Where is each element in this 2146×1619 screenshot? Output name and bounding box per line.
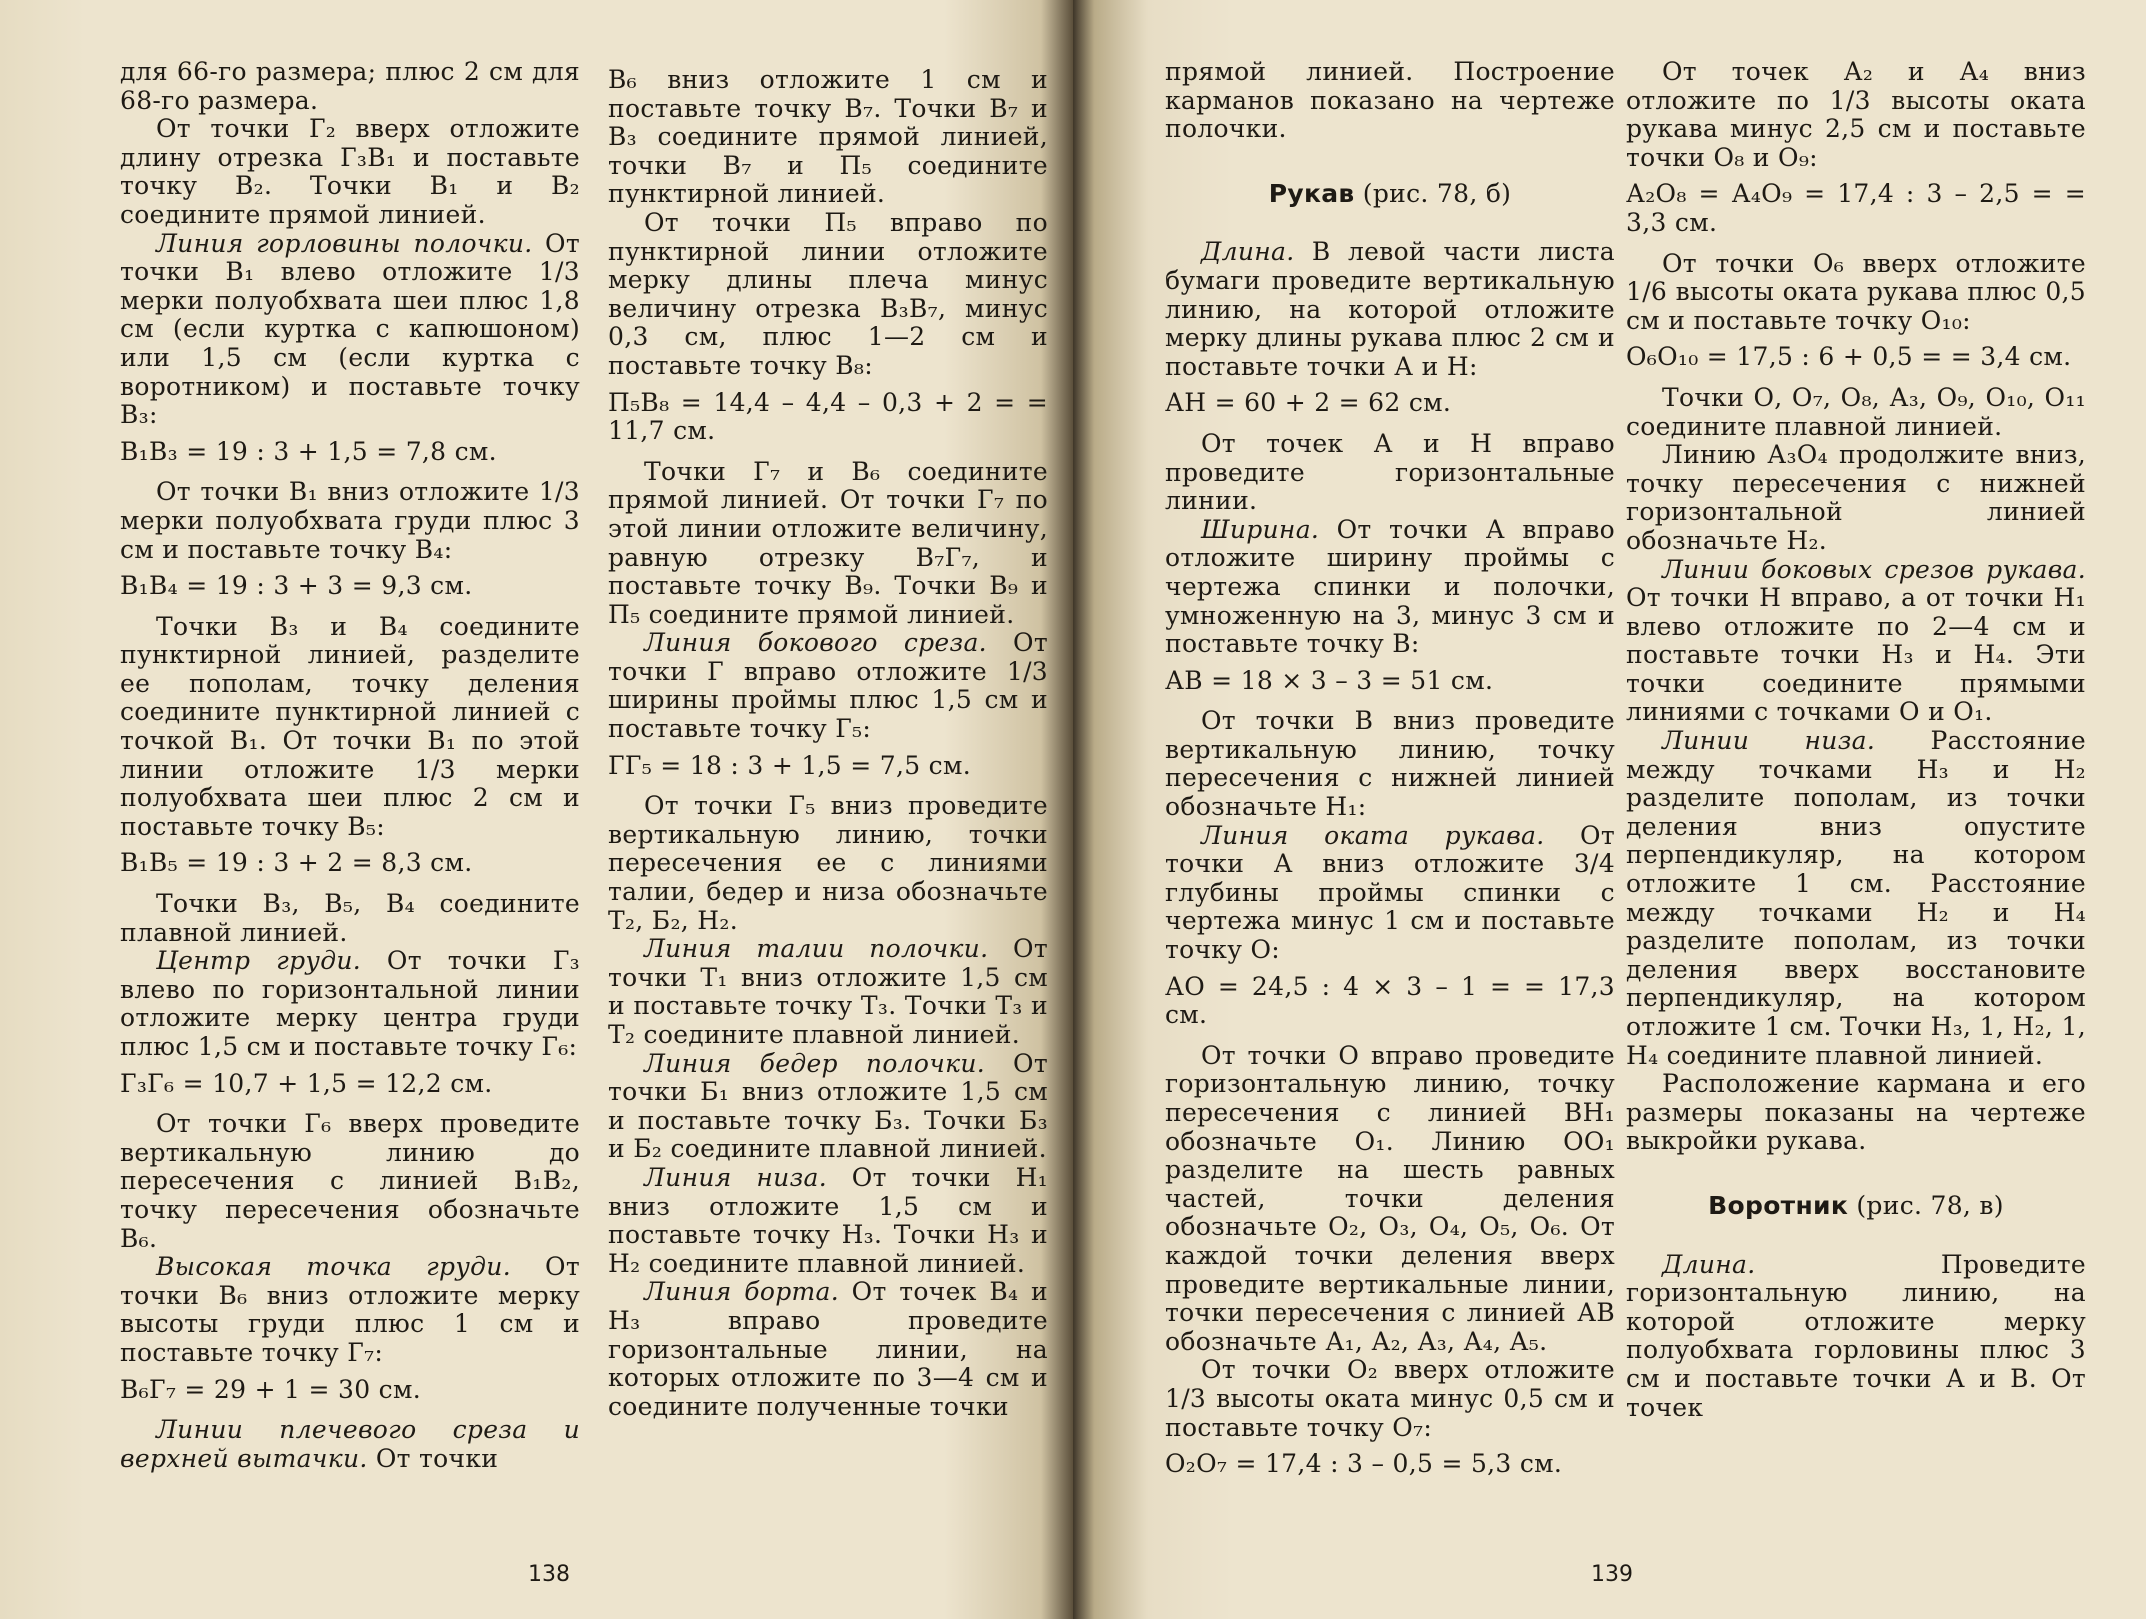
paragraph-text: АО = 24,5 : 4 × 3 – 1 = = 17,3 см. (1165, 971, 1615, 1030)
paragraph-text: (рис. 78, б) (1354, 178, 1512, 208)
paragraph-text: От точки Г₅ вниз проведите вертикальную линию, точки пересечения ее с линиями талии, бедер и низа обозначьте Т₂, Б₂, Н₂. (608, 791, 1048, 935)
paragraph-text: А₂О₈ = А₄О₉ = 17,4 : 3 – 2,5 = = 3,3 см. (1626, 179, 2086, 237)
paragraph-text: От точки О₂ вверх отложите 1/3 высоты оката минус 0,5 см и поставьте точку О₇: (1165, 1355, 1615, 1442)
paragraph (120, 58, 580, 115)
paragraph-text: От точки В вниз проведите вертикальную линию, точку пересечения с нижней линией обозначьте Н₁: (1165, 706, 1615, 822)
paragraph (1626, 727, 2086, 1070)
paragraph (1165, 430, 1615, 516)
paragraph-lead: Линия низа. (644, 1162, 827, 1192)
paragraph (608, 629, 1048, 743)
paragraph-text: От точки Б₁ вниз отложите 1,5 см и поставьте точку Б₃. Точки Б₃ и Б₂ соедините плавной линией. (608, 1048, 1048, 1164)
paragraph (608, 1164, 1048, 1278)
paragraph (608, 458, 1048, 630)
paragraph-lead: Линия оката рукава. (1201, 820, 1545, 850)
paragraph (120, 115, 580, 229)
paragraph-text: От точки А вправо отложите ширину проймы с чертежа спинки и полочки, умноженную на 3, минус 3 см и поставьте точку В: (1165, 514, 1615, 659)
paragraph-text: В₆ вниз отложите 1 см и поставьте точку В₇. Точки В₇ и В₃ соедините прямой линией, точки В₇ и П₅ соедините пунктирной линией. (608, 65, 1048, 209)
paragraph (120, 890, 580, 947)
paragraph-text: Точки Г₇ и В₆ соедините прямой линией. От точки Г₇ по этой линии отложите величину, равную отрезку В₇Г₇, и поставьте точку В₉. Точки В₉ и П₅ соедините прямой линией. (608, 456, 1048, 629)
paragraph-text: От точки (367, 1443, 499, 1473)
paragraph (1626, 1251, 2086, 1423)
paragraph-text: От точки О₆ вверх отложите 1/6 высоты оката рукава плюс 0,5 см и поставьте точку О₁₀: (1626, 248, 2086, 335)
paragraph-text: АН = 60 + 2 = 62 см. (1165, 388, 1452, 418)
paragraph (1626, 58, 2086, 172)
paragraph (608, 1050, 1048, 1164)
paragraph (1165, 1042, 1615, 1357)
left-page-column-1 (120, 58, 580, 1473)
paragraph-lead: Линии боковых срезов рукава. (1662, 554, 2086, 584)
paragraph-text: В левой части листа бумаги проведите вертикальную линию, на которой отложите мерку длины рукава плюс 2 см и поставьте точки А и Н: (1165, 237, 1615, 381)
paragraph (608, 209, 1048, 381)
paragraph-text: От точки В₁ вниз отложите 1/3 мерки полуобхвата груди плюс 3 см и поставьте точку В₄: (120, 477, 580, 564)
paragraph-text: Проведите горизонтальную линию, на которой отложите мерку полуобхвата горловины плюс 3 см и поставьте точки А и В. От точек (1626, 1249, 2086, 1422)
paragraph-text: Точки О, О₇, О₈, А₃, О₉, О₁₀, О₁₁ соедините плавной линией. (1626, 382, 2086, 441)
paragraph-text: Точки В₃, В₅, В₄ соедините плавной линией. (120, 889, 580, 947)
paragraph-text: От точек А и Н вправо проведите горизонтальные линии. (1165, 428, 1615, 516)
paragraph-text: О₆О₁₀ = 17,5 : 6 + 0,5 = = 3,4 см. (1626, 342, 2072, 372)
paragraph-text: От точек А₂ и А₄ вниз отложите по 1/3 высоты оката рукава минус 2,5 см и поставьте точки О₈ и О₉: (1626, 57, 2086, 172)
paragraph-text: В₁В₄ = 19 : 3 + 3 = 9,3 см. (120, 571, 473, 601)
paragraph (1165, 58, 1615, 144)
formula (120, 438, 580, 467)
paragraph-lead: Линии плечевого среза и верхней вытачки. (120, 1415, 580, 1473)
formula (1165, 667, 1615, 696)
paragraph (1165, 707, 1615, 821)
paragraph-text: От точки В₁ влево отложите 1/3 мерки полуобхвата шеи плюс 1,8 см (если куртка с капюшоном) или 1,5 см (если куртка с воротником) и поставьте точку В₃: (120, 228, 580, 430)
section-heading (1165, 180, 1615, 209)
paragraph-text: От точки Г₂ вверх отложите длину отрезка Г₃В₁ и поставьте точку В₂. Точки В₁ и В₂ соедините прямой линией. (120, 114, 580, 229)
paragraph-text: ГГ₅ = 18 : 3 + 1,5 = 7,5 см. (608, 750, 971, 780)
paragraph-text: (рис. 78, в) (1848, 1190, 2004, 1220)
right-page-column-1 (1165, 58, 1615, 1491)
paragraph (120, 1253, 580, 1367)
paragraph-lead: Высокая точка груди. (156, 1252, 511, 1282)
left-page-column-2 (608, 66, 1048, 1421)
paragraph-lead: Длина. (1201, 237, 1295, 267)
paragraph-text: О₂О₇ = 17,4 : 3 – 0,5 = 5,3 см. (1165, 1449, 1563, 1479)
paragraph-text: Расположение кармана и его размеры показаны на чертеже выкройки рукава. (1626, 1069, 2086, 1156)
paragraph-lead: Линия горловины полочки. (156, 228, 533, 258)
paragraph (608, 935, 1048, 1049)
formula (1165, 389, 1615, 418)
formula (1165, 973, 1615, 1030)
paragraph (1165, 516, 1615, 659)
paragraph (1626, 441, 2086, 555)
paragraph (120, 1110, 580, 1253)
paragraph (1165, 238, 1615, 381)
formula (120, 1070, 580, 1099)
formula (120, 849, 580, 878)
paragraph (1626, 384, 2086, 441)
paragraph (1626, 556, 2086, 728)
paragraph-text: От точки В₆ вниз отложите мерку высоты груди плюс 1 см и поставьте точку Г₇: (120, 1252, 580, 1367)
paragraph (1626, 250, 2086, 336)
paragraph-text: От точки Н₁ вниз отложите 1,5 см и поставьте точку Н₃. Точки Н₃ и Н₂ соедините плавной линией. (608, 1162, 1048, 1278)
paragraph-lead: Линии низа. (1662, 726, 1876, 756)
paragraph-text: П₅В₈ = 14,4 – 4,4 – 0,3 + 2 = = 11,7 см. (608, 387, 1048, 446)
paragraph-text: прямой линией. Построение карманов показано на чертеже полочки. (1165, 57, 1615, 144)
paragraph-lead: Линия бокового среза. (644, 628, 987, 658)
paragraph-text: АВ = 18 × 3 – 3 = 51 см. (1165, 665, 1494, 695)
paragraph (1165, 1356, 1615, 1442)
paragraph-text: В₆Г₇ = 29 + 1 = 30 см. (120, 1374, 421, 1404)
heading-title: Рукав (1268, 178, 1355, 208)
paragraph-text: От точки П₅ вправо по пунктирной линии отложите мерку длины плеча минус величину отрезка В₃В₇, минус 0,3 см, плюс 1—2 см и поставьте точку В₈: (608, 207, 1048, 380)
paragraph-lead: Ширина. (1201, 514, 1320, 544)
paragraph (120, 947, 580, 1061)
paragraph-lead: Длина. (1662, 1249, 1756, 1279)
paragraph-text: От точки Г вправо отложите 1/3 ширины проймы плюс 1,5 см и поставьте точку Г₅: (608, 628, 1048, 744)
paragraph-lead: Линия талии полочки. (644, 934, 989, 964)
heading-title: Воротник (1708, 1190, 1849, 1220)
paragraph-text: Линию А₃О₄ продолжите вниз, точку пересечения с нижней горизонтальной линией обозначьте Н₂. (1626, 440, 2086, 555)
paragraph-lead: Центр груди. (156, 946, 362, 976)
paragraph-text: В₁В₃ = 19 : 3 + 1,5 = 7,8 см. (120, 436, 497, 466)
paragraph (120, 478, 580, 564)
formula (120, 1376, 580, 1405)
page-number-left: 138 (528, 1562, 570, 1587)
paragraph-text: для 66-го размера; плюс 2 см для 68-го размера. (120, 57, 580, 115)
paragraph (120, 230, 580, 430)
paragraph-lead: Линия борта. (644, 1277, 839, 1307)
formula (608, 389, 1048, 446)
formula (1626, 180, 2086, 237)
paragraph-text: От точки Т₁ вниз отложите 1,5 см и поставьте точку Т₃. Точки Т₃ и Т₂ соедините плавной линией. (608, 934, 1048, 1049)
formula (1165, 1450, 1615, 1479)
paragraph-text: От точки А вниз отложите 3/4 глубины проймы спинки с чертежа минус 1 см и поставьте точку О: (1165, 820, 1615, 965)
paragraph-text: От точки Г₃ влево по горизонтальной линии отложите мерку центра груди плюс 1,5 см и поставьте точку Г₆: (120, 946, 580, 1061)
formula (608, 752, 1048, 781)
paragraph-text: От точки О вправо проведите горизонтальную линию, точку пересечения с линией ВН₁ обозначьте О₁. Линию ОО₁ разделите на шесть равных частей, точки деления обозначьте О₂, О₃, О₄, О₅, О₆. От каждой точки деления вверх проведите вертикальные линии, точки пересечения с линией АВ обозначьте А₁, А₂, А₃, А₄, А₅. (1165, 1040, 1615, 1356)
paragraph-lead: Линия бедер полочки. (644, 1048, 985, 1078)
right-page-column-2 (1626, 58, 2086, 1422)
section-heading (1626, 1192, 2086, 1221)
paragraph (120, 613, 580, 842)
paragraph-text: Точки В₃ и В₄ соедините пунктирной линией, разделите ее пополам, точку деления соедините пунктирной линией с точкой В₁. От точки В₁ по этой линии отложите 1/3 мерки полуобхвата шеи плюс 2 см и поставьте точку В₅: (120, 611, 580, 841)
right-page (1073, 0, 2146, 1619)
paragraph-text: От точки Г₆ вверх проведите вертикальную линию до пересечения с линией В₁В₂, точку пересечения обозначьте В₆. (120, 1109, 580, 1253)
paragraph (1626, 1070, 2086, 1156)
paragraph (608, 66, 1048, 209)
paragraph-text: От точки Н вправо, а от точки Н₁ влево отложите по 2—4 см и поставьте точки Н₃ и Н₄. Эти точки соедините прямыми линиями с точками О и О₁. (1626, 583, 2086, 727)
paragraph-text: От точек В₄ и Н₃ вправо проведите горизонтальные линии, на которых отложите по 3—4 см и соедините полученные точки (608, 1277, 1048, 1421)
paragraph-text: Г₃Г₆ = 10,7 + 1,5 = 12,2 см. (120, 1068, 493, 1098)
paragraph (1165, 822, 1615, 965)
paragraph-text: Расстояние между точками Н₃ и Н₂ разделите пополам, из точки деления вниз опустите перпендикуляр, на котором отложите 1 см. Расстояние между точками Н₂ и Н₄ разделите пополам, из точки деления вверх восстановите перпендикуляр, на котором отложите 1 см. Точки Н₃, 1, Н₂, 1, Н₄ соедините плавной линией. (1626, 726, 2086, 1070)
formula (120, 572, 580, 601)
paragraph (120, 1416, 580, 1473)
page-number-right: 139 (1591, 1562, 1633, 1587)
formula (1626, 343, 2086, 372)
paragraph (608, 1278, 1048, 1421)
paragraph-text: В₁В₅ = 19 : 3 + 2 = 8,3 см. (120, 848, 473, 878)
paragraph (608, 792, 1048, 935)
